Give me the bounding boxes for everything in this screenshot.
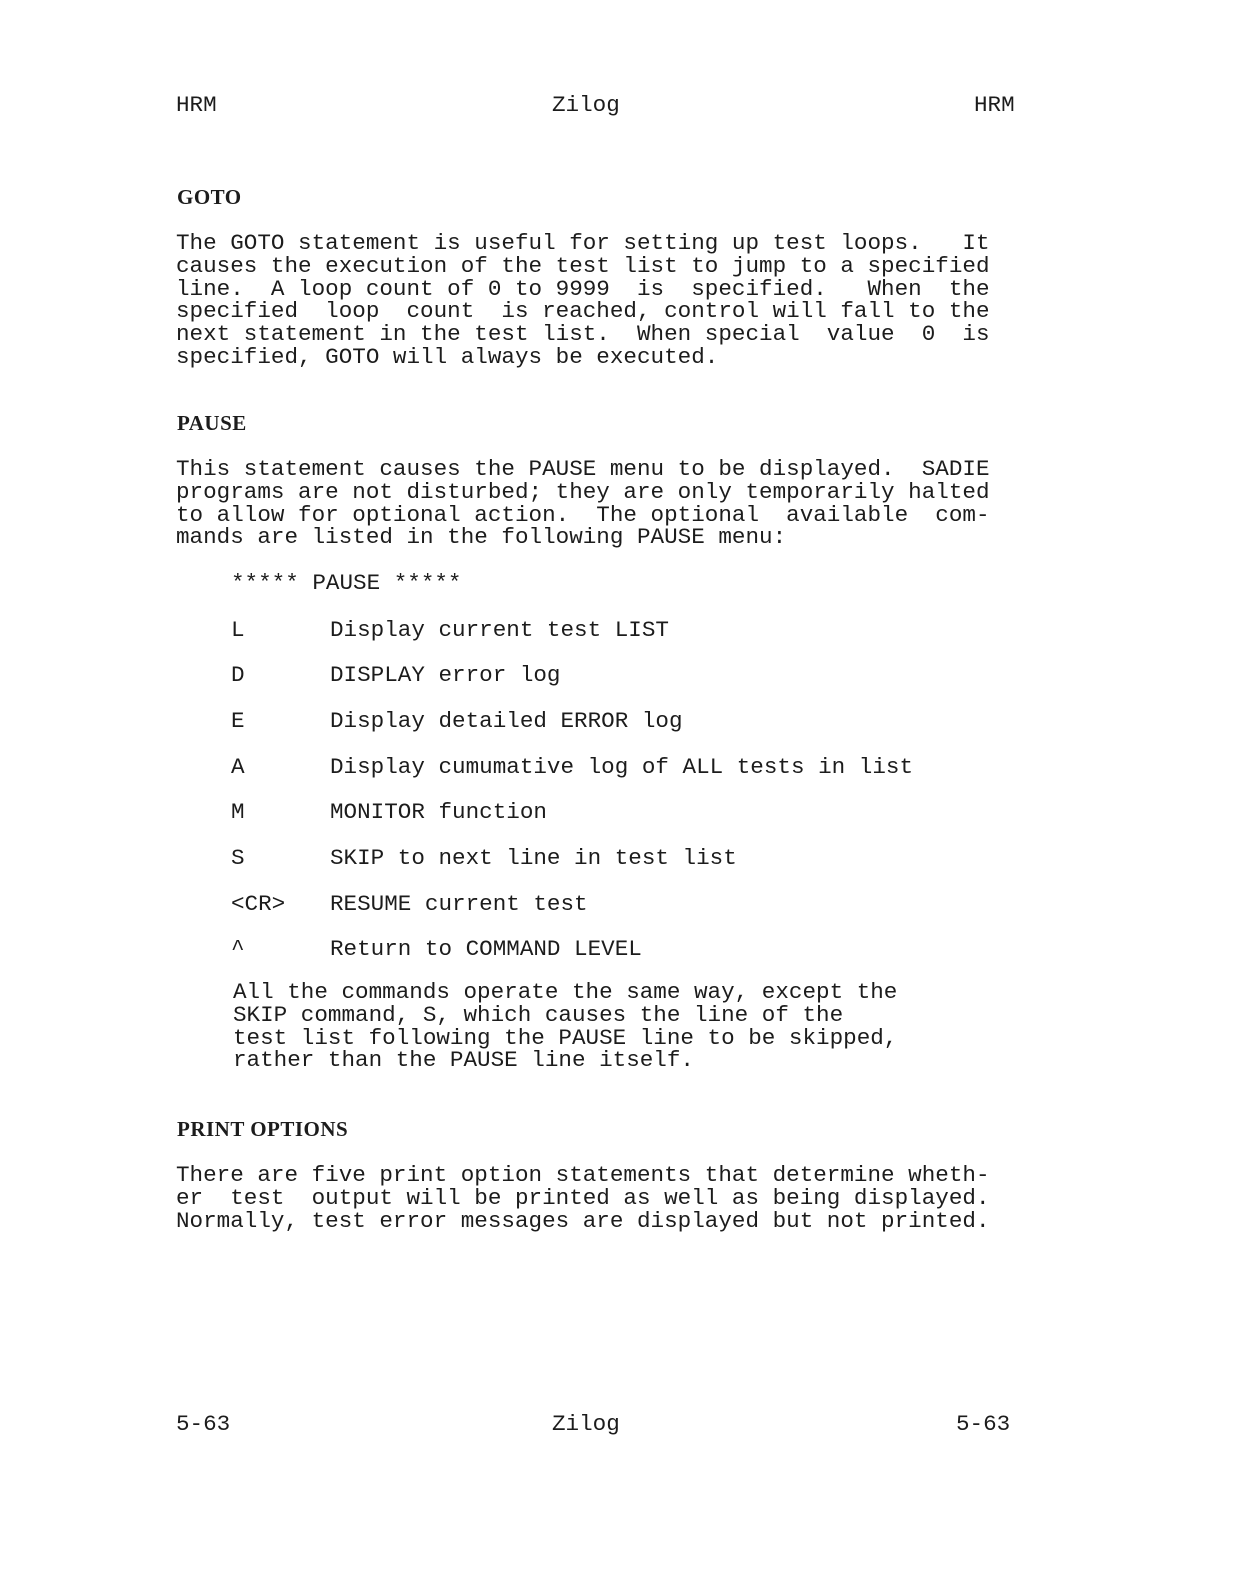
header-left: HRM <box>176 92 217 118</box>
print-line-3: Normally, test error messages are displayed but not printed. <box>176 1207 990 1234</box>
header-center: Zilog <box>552 92 620 118</box>
menu-key-cr: <CR> <box>231 891 286 917</box>
menu-desc-e: Display detailed ERROR log <box>330 708 683 734</box>
pause-menu-title: ***** PAUSE ***** <box>231 570 462 596</box>
menu-desc-a: Display cumumative log of ALL tests in list <box>330 754 914 780</box>
footer-right: 5-63 <box>956 1411 1011 1437</box>
print-line-2: er test output will be printed as well as being displayed. <box>176 1184 990 1211</box>
pause-note <box>233 981 897 1072</box>
goto-paragraph <box>176 232 1016 369</box>
menu-desc-d: DISPLAY error log <box>330 662 561 688</box>
print-line-1: There are five print option statements that determine wheth- <box>176 1162 990 1188</box>
goto-line-4: specified loop count is reached, control will fall to the <box>176 298 990 325</box>
menu-desc-caret: Return to COMMAND LEVEL <box>330 936 642 962</box>
goto-heading: GOTO <box>177 185 242 209</box>
menu-key-e: E <box>231 708 245 734</box>
menu-desc-m: MONITOR function <box>330 799 547 825</box>
footer-left: 5-63 <box>176 1411 231 1437</box>
menu-desc-cr: RESUME current test <box>330 891 588 917</box>
pause-line-2: programs are not disturbed; they are only temporarily halted <box>176 478 990 505</box>
goto-line-3: line. A loop count of 0 to 9999 is specified. When the <box>176 275 990 302</box>
goto-line-2: causes the execution of the test list to jump to a specified <box>176 252 990 279</box>
footer-center: Zilog <box>552 1411 620 1437</box>
menu-key-s: S <box>231 845 245 871</box>
menu-key-l: L <box>231 617 245 643</box>
header-right: HRM <box>974 92 1015 118</box>
menu-desc-s: SKIP to next line in test list <box>330 845 737 871</box>
note-line-2: SKIP command, S, which causes the line of the <box>233 1001 844 1028</box>
menu-key-m: M <box>231 799 245 825</box>
print-options-heading: PRINT OPTIONS <box>177 1117 349 1141</box>
goto-line-1: The GOTO statement is useful for setting up test loops. It <box>176 230 990 256</box>
note-line-4: rather than the PAUSE line itself. <box>233 1047 694 1074</box>
print-options-paragraph <box>176 1164 1016 1232</box>
pause-paragraph <box>176 458 1016 549</box>
menu-desc-l: Display current test LIST <box>330 617 669 643</box>
goto-line-5: next statement in the test list. When special value 0 is <box>176 321 990 348</box>
pause-line-1: This statement causes the PAUSE menu to be displayed. SADIE <box>176 456 990 482</box>
pause-line-4: mands are listed in the following PAUSE menu: <box>176 524 787 551</box>
pause-heading: PAUSE <box>177 411 247 435</box>
menu-key-caret: ^ <box>231 936 245 962</box>
pause-line-3: to allow for optional action. The optional available com- <box>176 501 990 528</box>
note-line-1: All the commands operate the same way, except the <box>233 979 898 1005</box>
menu-key-a: A <box>231 754 245 780</box>
menu-key-d: D <box>231 662 245 688</box>
note-line-3: test list following the PAUSE line to be skipped, <box>233 1024 898 1051</box>
goto-line-6: specified, GOTO will always be executed. <box>176 343 719 370</box>
